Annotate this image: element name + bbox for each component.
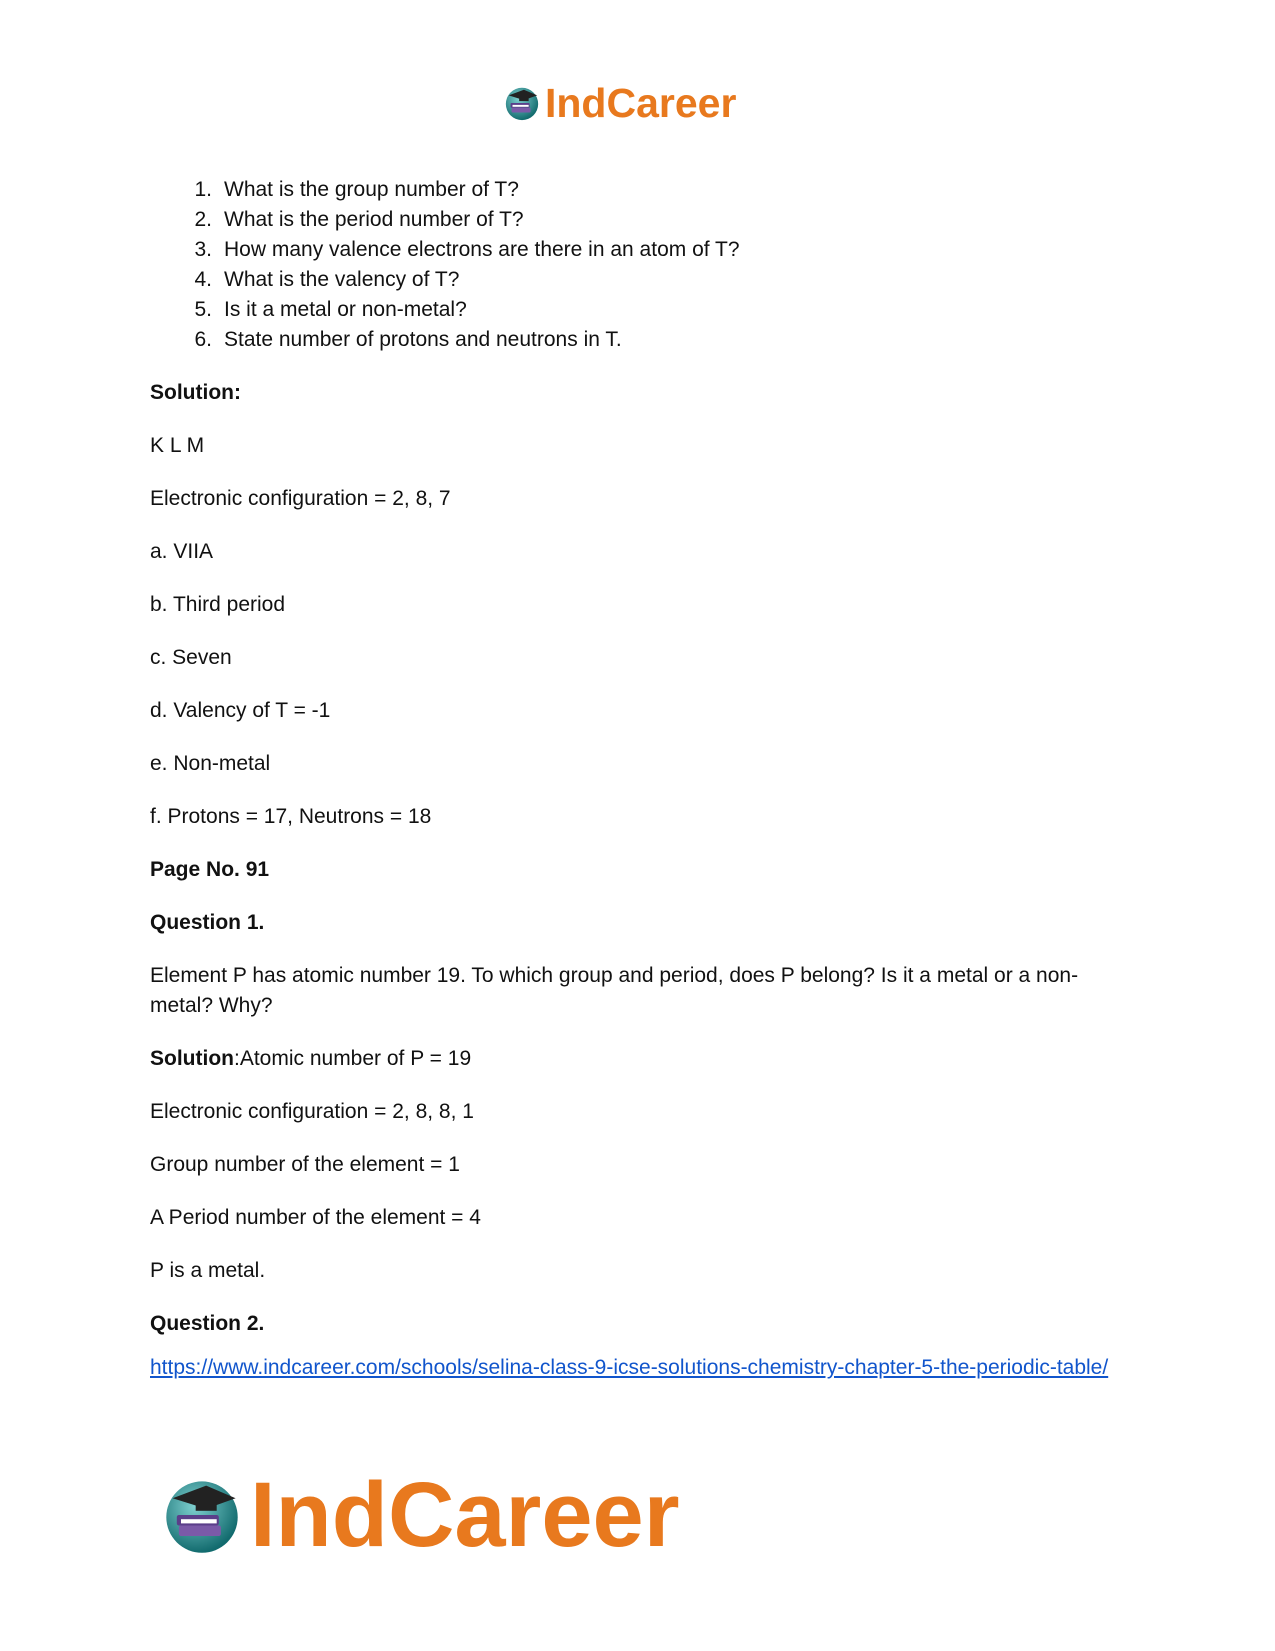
- list-number: 5.: [194, 298, 212, 321]
- answer-f: f. Protons = 17, Neutrons = 18: [150, 805, 432, 828]
- list-item: [150, 205, 1125, 235]
- answer-a: a. VIIA: [150, 540, 214, 563]
- question-list-block: [150, 175, 1125, 355]
- electronic-configuration: Electronic configuration = 2, 8, 7: [150, 487, 451, 510]
- list-text: What is the valency of T?: [224, 268, 460, 291]
- shell-labels: K L M: [150, 434, 205, 457]
- q1-period-number: A Period number of the element = 4: [150, 1206, 481, 1229]
- list-number: 3.: [194, 238, 212, 261]
- question-1-heading: Question 1.: [150, 911, 265, 934]
- question-1-text: Element P has atomic number 19. To which group and period, does P belong? Is it a metal or a non-metal? Why?: [150, 964, 1079, 1017]
- q1-conclusion: P is a metal.: [150, 1259, 266, 1282]
- answer-b: b. Third period: [150, 593, 286, 616]
- solution-label: Solution: [150, 1047, 234, 1070]
- numbered-question-list: [150, 175, 1125, 355]
- list-text: Is it a metal or non-metal?: [224, 298, 467, 321]
- list-number: 4.: [194, 268, 212, 291]
- footer-logo: [160, 1464, 680, 1566]
- list-number: 6.: [194, 328, 212, 351]
- list-item: [150, 325, 1125, 355]
- answer-e: e. Non-metal: [150, 752, 271, 775]
- list-number: 2.: [194, 208, 212, 231]
- logo-wordmark: IndCareer: [250, 1464, 680, 1566]
- logo-wordmark: IndCareer: [545, 80, 737, 126]
- solution-text: :Atomic number of P = 19: [233, 1047, 472, 1070]
- list-item: [150, 265, 1125, 295]
- list-item: [150, 175, 1125, 205]
- list-number: 1.: [194, 178, 212, 201]
- footer-url-block: [150, 1353, 1125, 1383]
- q1-electronic-configuration: Electronic configuration = 2, 8, 8, 1: [150, 1100, 474, 1123]
- globe-graduation-cap-icon: [160, 1473, 244, 1557]
- question-1-solution: [150, 1044, 1125, 1074]
- source-url-link[interactable]: https://www.indcareer.com/schools/selina-class-9-icse-solutions-chemistry-chapter-5-the-periodic-table/: [150, 1356, 1109, 1379]
- list-item: [150, 295, 1125, 325]
- list-text: What is the group number of T?: [224, 178, 519, 201]
- page-number-heading: Page No. 91: [150, 858, 270, 881]
- answer-d: d. Valency of T = -1: [150, 699, 331, 722]
- answer-c: c. Seven: [150, 646, 232, 669]
- list-text: State number of protons and neutrons in T.: [224, 328, 622, 351]
- question-2-heading: Question 2.: [150, 1312, 265, 1335]
- solution-heading: Solution:: [150, 381, 241, 404]
- list-item: [150, 235, 1125, 265]
- globe-graduation-cap-icon: [503, 84, 541, 122]
- list-text: How many valence electrons are there in an atom of T?: [224, 238, 740, 261]
- q1-group-number: Group number of the element = 1: [150, 1153, 460, 1176]
- list-text: What is the period number of T?: [224, 208, 524, 231]
- header-logo: [503, 80, 736, 126]
